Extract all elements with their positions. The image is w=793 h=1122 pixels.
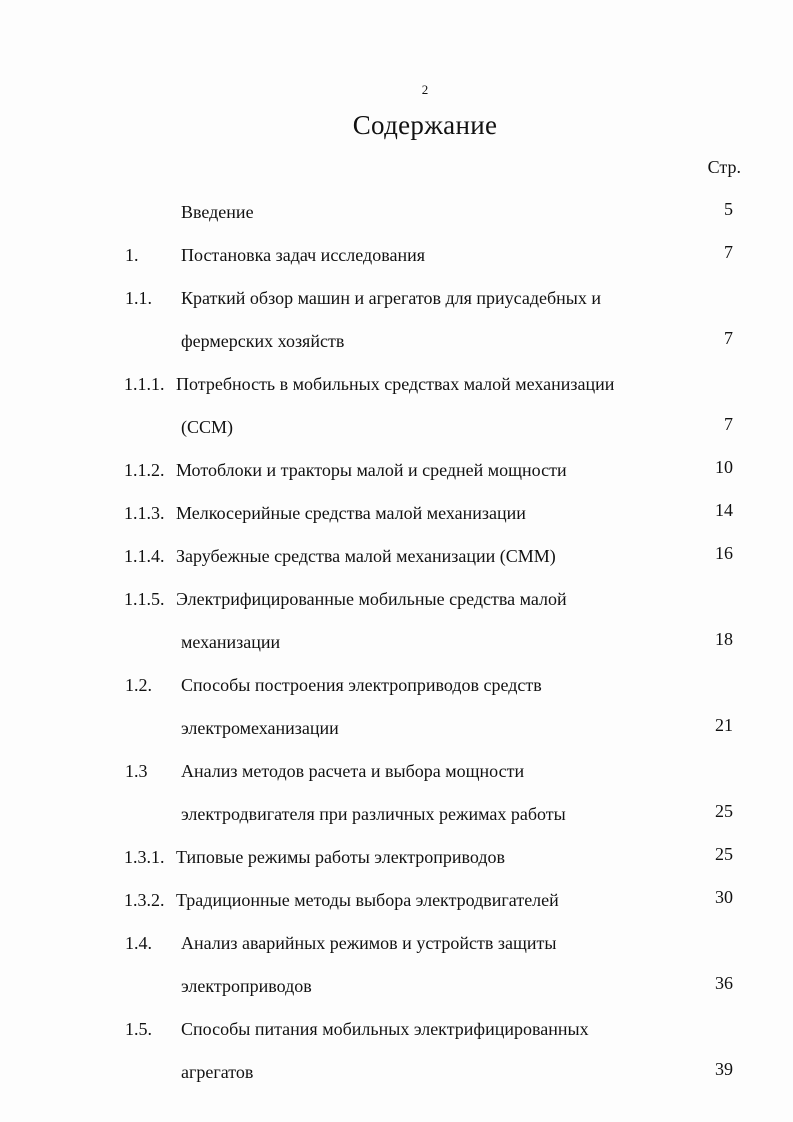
toc-entry-number: 1.5. [125,1019,152,1039]
toc-entry-text: Зарубежные средства малой механизации (СММ) [176,546,556,566]
toc-entry-text: агрегатов [181,1062,254,1082]
toc-entry-number: 1.1.3. [124,503,165,523]
toc-entry-text: Введение [181,202,254,222]
toc-entry-number: 1.1. [125,288,152,308]
toc-entry-text: механизации [181,632,281,652]
toc-entry-text: Краткий обзор машин и агрегатов для приусадебных и [181,288,602,308]
toc-entry-page: 14 [715,500,733,520]
toc-entry-text: фермерских хозяйств [181,331,345,351]
toc-entry-text: Электрифицированные мобильные средства малой [176,589,567,609]
toc-entry-page: 7 [724,414,733,434]
toc-entry-page: 10 [715,457,733,477]
toc-entry-page: 5 [724,199,733,219]
toc-entry-text: (ССМ) [181,417,234,437]
page-title: Содержание [352,110,498,140]
toc-entry-page: 21 [715,715,733,735]
toc-entry-text: Типовые режимы работы электроприводов [176,847,506,867]
toc-entry-text: электроприводов [181,976,312,996]
toc-entry-number: 1.3.2. [124,890,165,910]
toc-entry-number: 1.1.4. [124,546,165,566]
toc-entry-number: 1.2. [125,675,152,695]
toc-entry-page: 18 [715,629,733,649]
toc-entry-page: 7 [724,328,733,348]
toc-entry-page: 39 [715,1059,733,1079]
toc-entry-number: 1.1.5. [124,589,165,609]
page-number: 2 [421,82,429,97]
toc-entry-page: 25 [715,844,733,864]
page-column-header: Стр. [707,157,741,177]
toc-entry-text: Мелкосерийные средства малой механизации [176,503,526,523]
toc-entry-page: 30 [715,887,733,907]
toc-entry-text: Традиционные методы выбора электродвигателей [176,890,559,910]
toc-entry-text: электродвигателя при различных режимах работы [181,804,566,824]
toc-entry-page: 36 [715,973,733,993]
toc-entry-text: Способы построения электроприводов средств [181,675,542,695]
toc-entry-number: 1.3.1. [124,847,165,867]
toc-entry-number: 1.1.1. [124,374,165,394]
toc-entry-page: 25 [715,801,733,821]
toc-entry-text: Мотоблоки и тракторы малой и средней мощности [176,460,567,480]
toc-entry-page: 7 [724,242,733,262]
toc-entry-text: Способы питания мобильных электрифицированных [181,1019,589,1039]
toc-entry-number: 1.4. [125,933,152,953]
toc-entry-text: Анализ аварийных режимов и устройств защиты [181,933,557,953]
toc-entry-number: 1.3 [125,761,148,781]
toc-entry-text: электромеханизации [181,718,339,738]
toc-entry-text: Постановка задач исследования [181,245,425,265]
toc-entry-text: Потребность в мобильных средствах малой механизации [176,374,615,394]
toc-entry-page: 16 [715,543,733,563]
toc-entry-number: 1.1.2. [124,460,165,480]
toc-entry-number: 1. [125,245,139,265]
toc-entry-text: Анализ методов расчета и выбора мощности [181,761,525,781]
